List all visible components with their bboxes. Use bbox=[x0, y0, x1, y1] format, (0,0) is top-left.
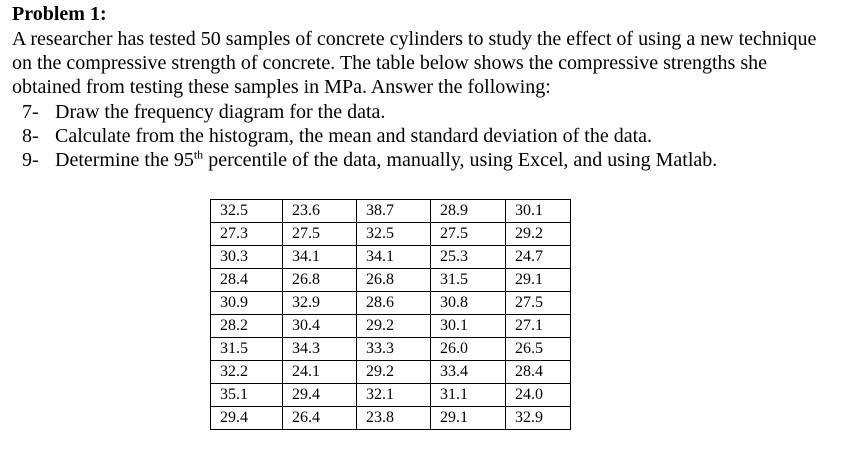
table-cell: 26.4 bbox=[283, 407, 357, 430]
table-cell: 33.3 bbox=[357, 338, 431, 361]
table-cell: 32.2 bbox=[211, 361, 283, 384]
task-number: 9- bbox=[22, 149, 39, 171]
table-cell: 30.3 bbox=[211, 246, 283, 269]
table-cell: 33.4 bbox=[431, 361, 506, 384]
table-cell: 29.4 bbox=[283, 384, 357, 407]
table-cell: 34.1 bbox=[357, 246, 431, 269]
table-cell: 30.9 bbox=[211, 292, 283, 315]
table-cell: 27.5 bbox=[506, 292, 571, 315]
table-cell: 29.1 bbox=[506, 269, 571, 292]
table-cell: 23.8 bbox=[357, 407, 431, 430]
table-cell: 29.2 bbox=[357, 361, 431, 384]
table-cell: 24.0 bbox=[506, 384, 571, 407]
table-cell: 27.3 bbox=[211, 223, 283, 246]
table-cell: 31.1 bbox=[431, 384, 506, 407]
table-cell: 26.8 bbox=[357, 269, 431, 292]
task-text-after: percentile of the data, manually, using Excel, and using Matlab. bbox=[203, 149, 718, 171]
table-cell: 26.0 bbox=[431, 338, 506, 361]
table-cell: 30.8 bbox=[431, 292, 506, 315]
table-cell: 34.1 bbox=[283, 246, 357, 269]
ordinal-superscript: th bbox=[193, 147, 204, 162]
table-cell: 28.9 bbox=[431, 200, 506, 223]
task-number: 7- bbox=[22, 101, 39, 123]
table-cell: 38.7 bbox=[357, 200, 431, 223]
table-body bbox=[211, 200, 571, 430]
task-list bbox=[12, 100, 846, 172]
table-cell: 24.1 bbox=[283, 361, 357, 384]
table-cell: 31.5 bbox=[211, 338, 283, 361]
task-number: 8- bbox=[22, 125, 39, 147]
table-row bbox=[211, 292, 571, 315]
table-cell: 29.1 bbox=[431, 407, 506, 430]
table-cell: 29.2 bbox=[357, 315, 431, 338]
table-cell: 30.1 bbox=[431, 315, 506, 338]
table-cell: 34.3 bbox=[283, 338, 357, 361]
table-cell: 32.5 bbox=[211, 200, 283, 223]
task-text-before: Determine the 95 bbox=[55, 149, 194, 171]
table-cell: 28.4 bbox=[506, 361, 571, 384]
table-row bbox=[211, 361, 571, 384]
table-row bbox=[211, 246, 571, 269]
task-text: Draw the frequency diagram for the data. bbox=[55, 101, 386, 123]
table-cell: 32.1 bbox=[357, 384, 431, 407]
table-row bbox=[211, 384, 571, 407]
compressive-strength-table bbox=[210, 199, 571, 430]
table-cell: 32.9 bbox=[506, 407, 571, 430]
table-cell: 26.8 bbox=[283, 269, 357, 292]
table-cell: 32.5 bbox=[357, 223, 431, 246]
table-row bbox=[211, 407, 571, 430]
problem-intro: A researcher has tested 50 samples of concrete cylinders to study the effect of using a new technique on the compressive strength of concrete. The table below shows the compressive strengths she obtained from testing these samples in MPa. Answer the following: bbox=[12, 28, 817, 98]
table-cell: 27.1 bbox=[506, 315, 571, 338]
task-item bbox=[22, 100, 846, 124]
table-row bbox=[211, 315, 571, 338]
table-row bbox=[211, 269, 571, 292]
table-cell: 26.5 bbox=[506, 338, 571, 361]
problem-title: Problem 1: bbox=[12, 3, 107, 25]
table-cell: 28.6 bbox=[357, 292, 431, 315]
task-text: Calculate from the histogram, the mean and standard deviation of the data. bbox=[55, 125, 653, 147]
table-cell: 35.1 bbox=[211, 384, 283, 407]
table-row bbox=[211, 338, 571, 361]
table-cell: 31.5 bbox=[431, 269, 506, 292]
table-cell: 30.1 bbox=[506, 200, 571, 223]
table-cell: 27.5 bbox=[283, 223, 357, 246]
table-row bbox=[211, 223, 571, 246]
table-cell: 30.4 bbox=[283, 315, 357, 338]
table-cell: 29.2 bbox=[506, 223, 571, 246]
task-item bbox=[22, 148, 846, 172]
table-cell: 28.2 bbox=[211, 315, 283, 338]
table-cell: 23.6 bbox=[283, 200, 357, 223]
table-cell: 29.4 bbox=[211, 407, 283, 430]
table-cell: 25.3 bbox=[431, 246, 506, 269]
task-text bbox=[55, 148, 717, 172]
table-cell: 32.9 bbox=[283, 292, 357, 315]
table-cell: 24.7 bbox=[506, 246, 571, 269]
task-item bbox=[22, 124, 846, 148]
table-cell: 27.5 bbox=[431, 223, 506, 246]
table-row bbox=[211, 200, 571, 223]
table-cell: 28.4 bbox=[211, 269, 283, 292]
